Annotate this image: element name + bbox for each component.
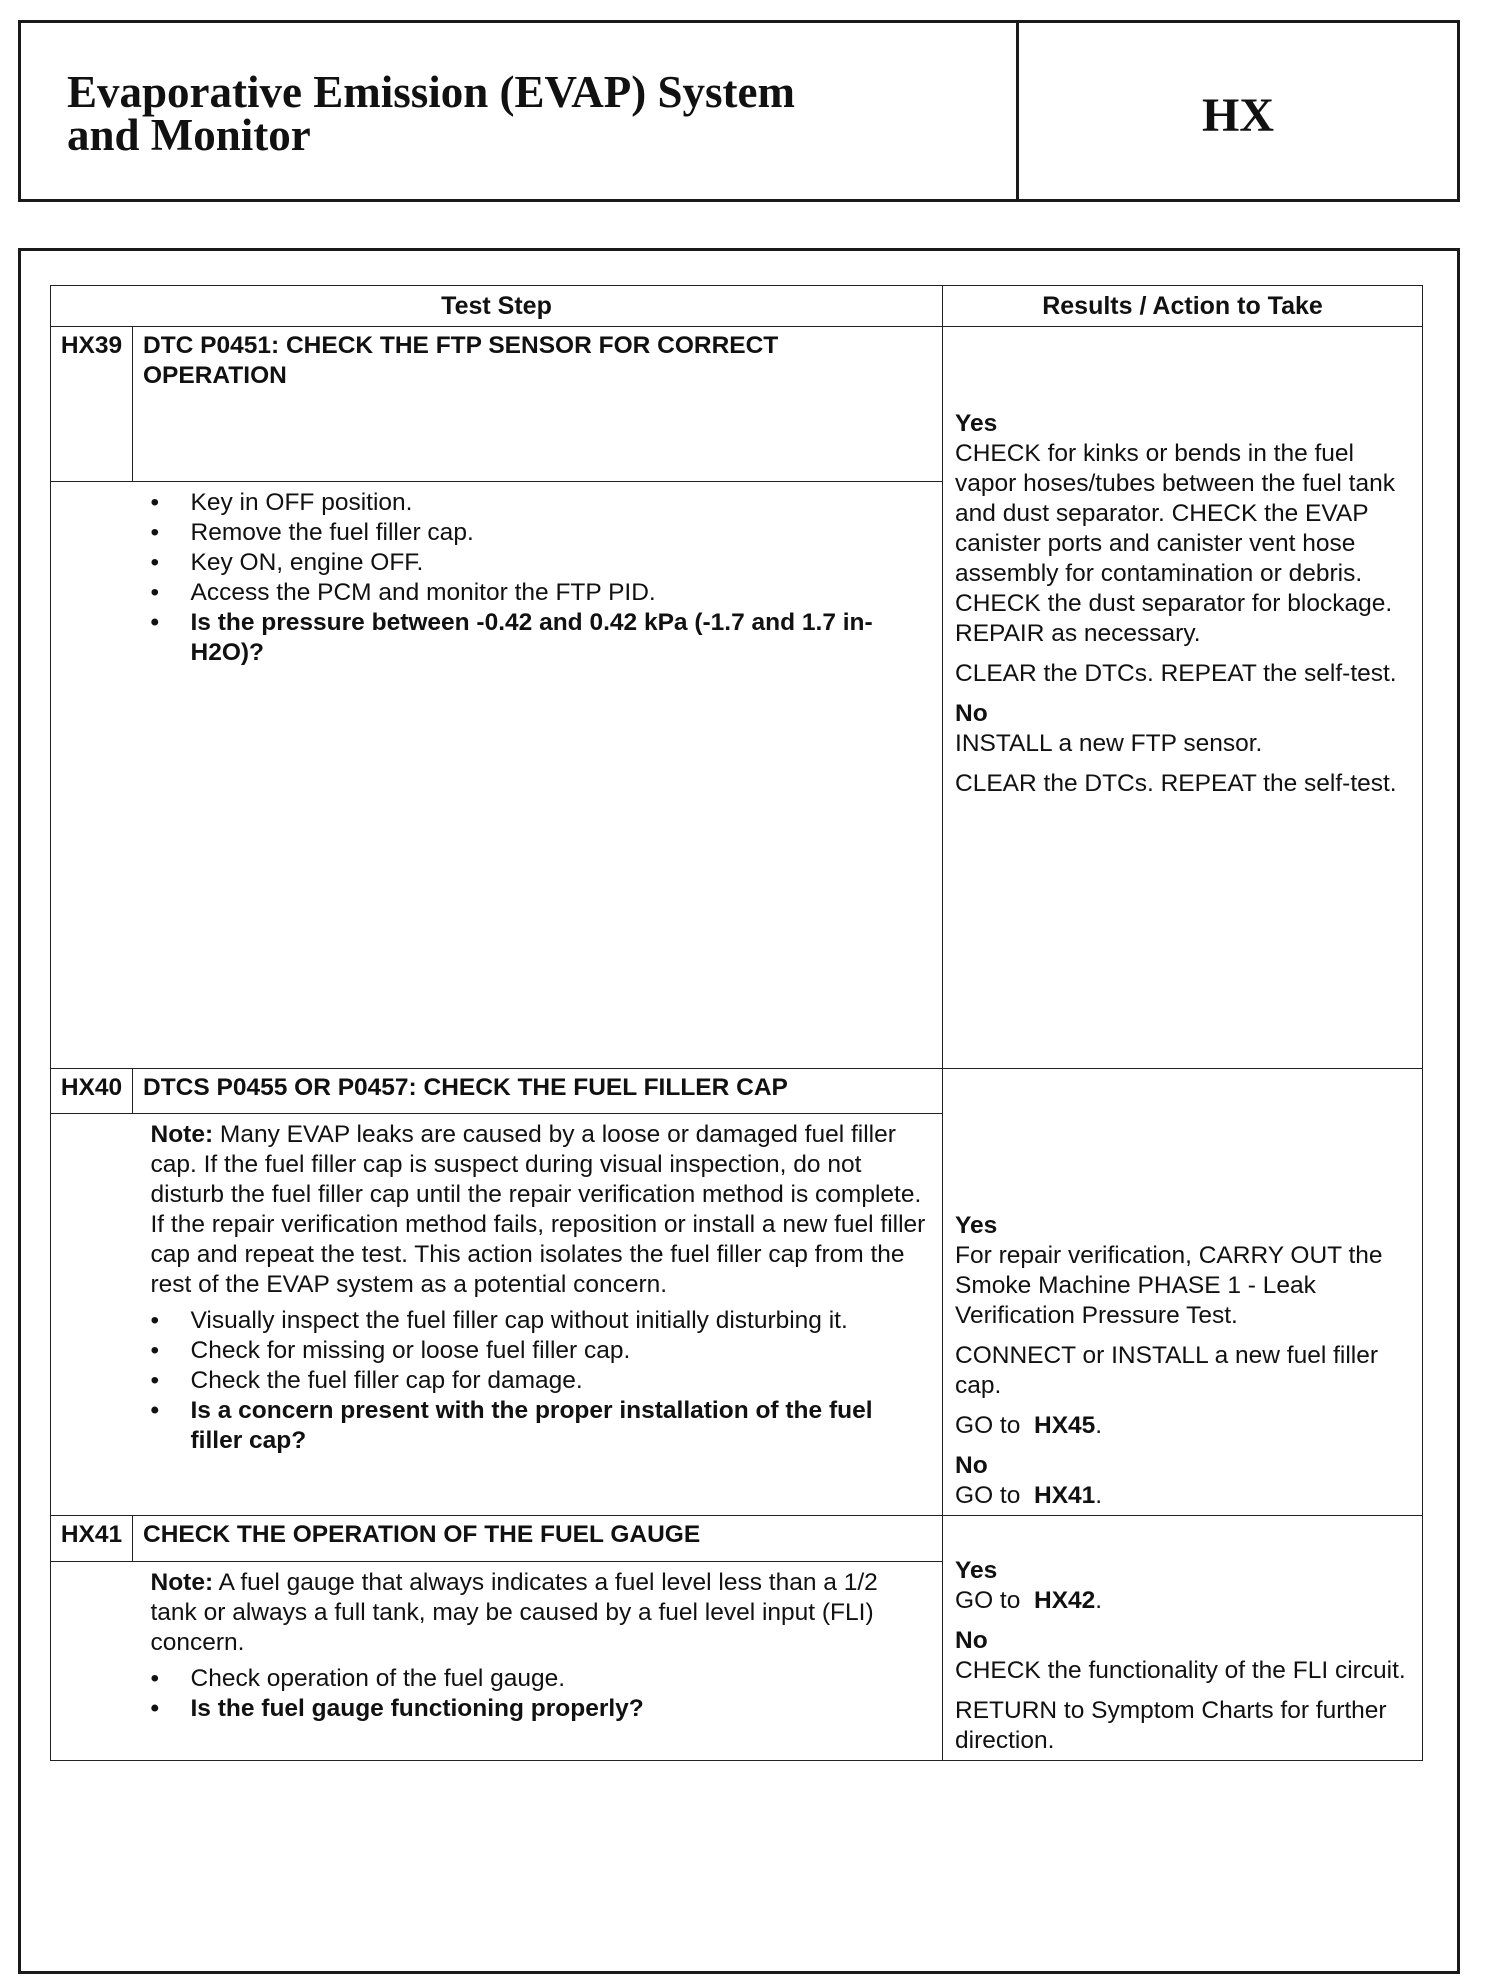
list-item: • Check the fuel filler cap for damage. [151, 1366, 931, 1396]
step-title-hx39-line1: DTC P0451: CHECK THE FTP SENSOR FOR CORRECT [143, 332, 779, 359]
step-id-hx39: HX39 [51, 327, 133, 482]
goto-link-hx42[interactable]: HX42 [1034, 1587, 1096, 1614]
goto-link-hx45[interactable]: HX45 [1034, 1412, 1096, 1439]
blank-cell [51, 482, 133, 1069]
step-question: • Is a concern present with the proper installation of the fuel filler cap? [151, 1396, 931, 1456]
step-title-hx40: DTCS P0455 OR P0457: CHECK THE FUEL FILLER CAP [133, 1069, 943, 1114]
blank-cell [51, 1561, 133, 1760]
page-title-line1: Evaporative Emission (EVAP) System [67, 67, 795, 117]
step-title-hx39-line2: OPERATION [143, 362, 287, 389]
note-text: Many EVAP leaks are caused by a loose or damaged fuel filler cap. If the fuel filler cap is suspect during visual inspection, do not disturb the fuel filler cap until the repair verification method is complete. If the repair verification method fails, reposition or install a new fuel filler cap and repeat the test. This action isolates the fuel filler cap from the rest of the EVAP system as a potential concern. [150, 1120, 926, 1298]
result-goto: GO to HX45. [955, 1412, 1103, 1439]
results-hx41 [943, 1516, 1423, 1761]
list-item: • Check operation of the fuel gauge. [151, 1664, 931, 1694]
list-item: • Remove the fuel filler cap. [151, 518, 931, 548]
step-list [151, 1664, 931, 1724]
goto-text: GO to [955, 1482, 1021, 1509]
yes-label: Yes [955, 1557, 998, 1584]
result-goto: GO to HX42. [955, 1587, 1103, 1614]
result-text: RETURN to Symptom Charts for further direction. [955, 1697, 1387, 1754]
step-question: • Is the pressure between -0.42 and 0.42 kPa (-1.7 and 1.7 in-H2O)? [151, 608, 931, 668]
list-item: • Visually inspect the fuel filler cap without initially disturbing it. [151, 1306, 931, 1336]
step-hx40-title-row [51, 1069, 1423, 1114]
step-list [151, 1306, 931, 1456]
list-item: • Key in OFF position. [151, 488, 931, 518]
result-text: CHECK the functionality of the FLI circuit. [955, 1657, 1406, 1684]
result-text: For repair verification, CARRY OUT the Smoke Machine PHASE 1 - Leak Verification Pressure Test. [955, 1242, 1383, 1329]
step-hx39-title-row [51, 327, 1423, 482]
list-item: • Access the PCM and monitor the FTP PID. [151, 578, 931, 608]
list-item: • Check for missing or loose fuel filler cap. [151, 1336, 931, 1366]
col-header-results: Results / Action to Take [943, 286, 1423, 327]
step-id-hx40: HX40 [51, 1069, 133, 1114]
step-question: • Is the fuel gauge functioning properly? [151, 1694, 931, 1724]
note-label: Note: [150, 1568, 214, 1596]
blank-cell [51, 1113, 133, 1515]
page-title-line2: and Monitor [67, 110, 311, 160]
step-list [151, 488, 931, 668]
step-note [151, 1568, 931, 1658]
results-hx39 [943, 327, 1423, 1069]
page-title [21, 23, 1019, 199]
step-title-hx41: CHECK THE OPERATION OF THE FUEL GAUGE [133, 1516, 943, 1562]
test-step-table [50, 285, 1423, 1761]
step-id-hx41: HX41 [51, 1516, 133, 1562]
step-hx41-title-row [51, 1516, 1423, 1562]
result-goto: GO to HX41. [955, 1482, 1103, 1509]
step-body-hx41 [133, 1561, 943, 1760]
table-header-row [51, 286, 1423, 327]
goto-link-hx41[interactable]: HX41 [1034, 1482, 1096, 1509]
result-text: CLEAR the DTCs. REPEAT the self-test. [955, 770, 1397, 797]
step-title-hx39 [133, 327, 943, 482]
yes-label: Yes [955, 1212, 998, 1239]
yes-label: Yes [955, 410, 998, 437]
note-label: Note: [150, 1120, 214, 1148]
goto-text: GO to [955, 1587, 1021, 1614]
step-body-hx40 [133, 1113, 943, 1515]
result-text: CHECK for kinks or bends in the fuel vapor hoses/tubes between the fuel tank and dust separator. CHECK the EVAP canister ports and canister vent hose assembly for contamination or debris. CHECK the dust separator for blockage. REPAIR as necessary. [955, 440, 1395, 647]
goto-text: GO to [955, 1412, 1021, 1439]
step-body-hx39 [133, 482, 943, 1069]
page-header [18, 20, 1460, 202]
no-label: No [955, 1627, 988, 1654]
result-text: CONNECT or INSTALL a new fuel filler cap. [955, 1342, 1378, 1399]
results-hx40 [943, 1069, 1423, 1516]
no-label: No [955, 700, 988, 727]
no-label: No [955, 1452, 988, 1479]
section-code: HX [1202, 88, 1274, 142]
note-text: A fuel gauge that always indicates a fuel level less than a 1/2 tank or always a full tank, may be caused by a fuel level input (FLI) concern. [150, 1568, 878, 1656]
result-text: CLEAR the DTCs. REPEAT the self-test. [955, 660, 1397, 687]
result-text: INSTALL a new FTP sensor. [955, 730, 1263, 757]
col-header-test-step: Test Step [51, 286, 943, 327]
step-note [151, 1120, 931, 1300]
list-item: • Key ON, engine OFF. [151, 548, 931, 578]
